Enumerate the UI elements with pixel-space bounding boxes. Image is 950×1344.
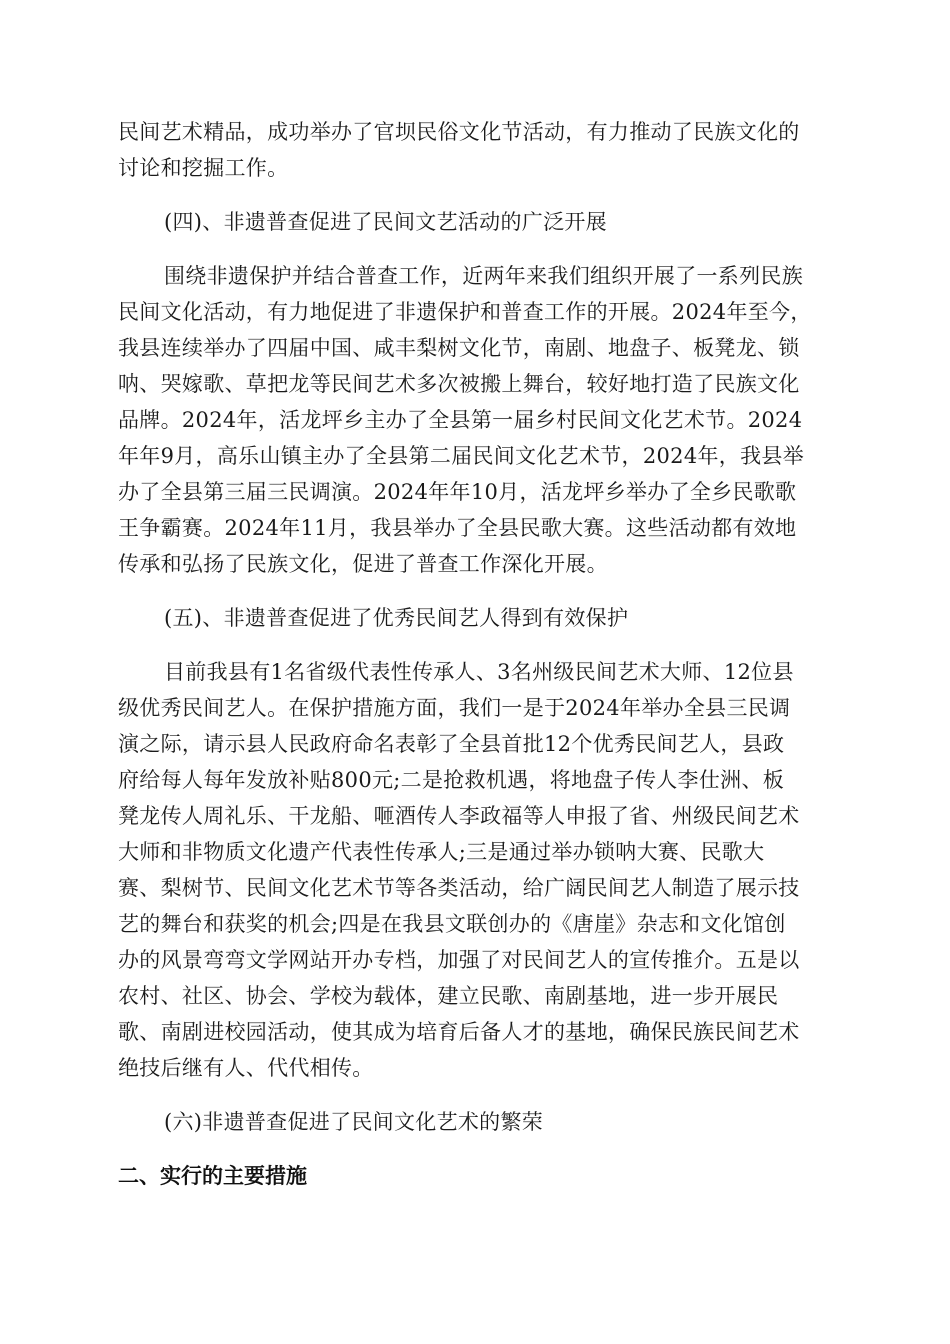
subheading-six: (六)非遗普查促进了民间文化艺术的繁荣	[164, 1110, 544, 1134]
text-line: 品牌。2024年，活龙坪乡主办了全县第一届乡村民间文化艺术节。2024	[118, 408, 803, 432]
text-line: 办的风景弯弯文学网站开办专档，加强了对民间艺人的宣传推介。五是以	[118, 948, 800, 972]
text-line: 府给每人每年发放补贴800元;二是抢救机遇，将地盘子传人李仕洲、板	[118, 768, 785, 792]
text-line: 民间艺术精品，成功举办了官坝民俗文化节活动，有力推动了民族文化的	[118, 120, 800, 144]
text-line: 讨论和挖掘工作。	[118, 156, 289, 180]
text-line: 王争霸赛。2024年11月，我县举办了全县民歌大赛。这些活动都有效地	[118, 516, 797, 540]
text-line: 凳龙传人周礼乐、干龙船、咂酒传人李政福等人申报了省、州级民间艺术	[118, 804, 800, 828]
text-line: 目前我县有1名省级代表性传承人、3名州级民间艺术大师、12位县	[164, 660, 794, 684]
text-line: 农村、社区、协会、学校为载体，建立民歌、南剧基地，进一步开展民	[118, 984, 779, 1008]
text-line: 办了全县第三届三民调演。2024年年10月，活龙坪乡举办了全乡民歌歌	[118, 480, 797, 504]
text-line: 传承和弘扬了民族文化，促进了普查工作深化开展。	[118, 552, 608, 576]
text-line: 围绕非遗保护并结合普查工作，近两年来我们组织开展了一系列民族	[164, 264, 803, 288]
text-line: 歌、南剧进校园活动，使其成为培育后备人才的基地，确保民族民间艺术	[118, 1020, 800, 1044]
text-line: 级优秀民间艺人。在保护措施方面，我们一是于2024年举办全县三民调	[118, 696, 791, 720]
text-line: 绝技后继有人、代代相传。	[118, 1056, 374, 1080]
text-line: 我县连续举办了四届中国、咸丰梨树文化节，南剧、地盘子、板凳龙、锁	[118, 336, 800, 360]
text-line: 演之际，请示县人民政府命名表彰了全县首批12个优秀民间艺人，县政	[118, 732, 785, 756]
subheading-four: (四)、非遗普查促进了民间文艺活动的广泛开展	[164, 210, 607, 234]
text-line: 艺的舞台和获奖的机会;四是在我县文联创办的《唐崖》杂志和文化馆创	[118, 912, 786, 936]
text-line: 大师和非物质文化遗产代表性传承人;三是通过举办锁呐大赛、民歌大	[118, 840, 765, 864]
subheading-five: (五)、非遗普查促进了优秀民间艺人得到有效保护	[164, 606, 629, 630]
text-line: 赛、梨树节、民间文化艺术节等各类活动，给广阔民间艺人制造了展示技	[118, 876, 800, 900]
section-heading: 二、实行的主要措施	[118, 1164, 307, 1188]
text-line: 呐、哭嫁歌、草把龙等民间艺术多次被搬上舞台，较好地打造了民族文化	[118, 372, 800, 396]
text-line: 民间文化活动，有力地促进了非遗保护和普查工作的开展。2024年至今，	[118, 300, 812, 324]
text-line: 年年9月，高乐山镇主办了全县第二届民间文化艺术节，2024年，我县举	[118, 444, 805, 468]
